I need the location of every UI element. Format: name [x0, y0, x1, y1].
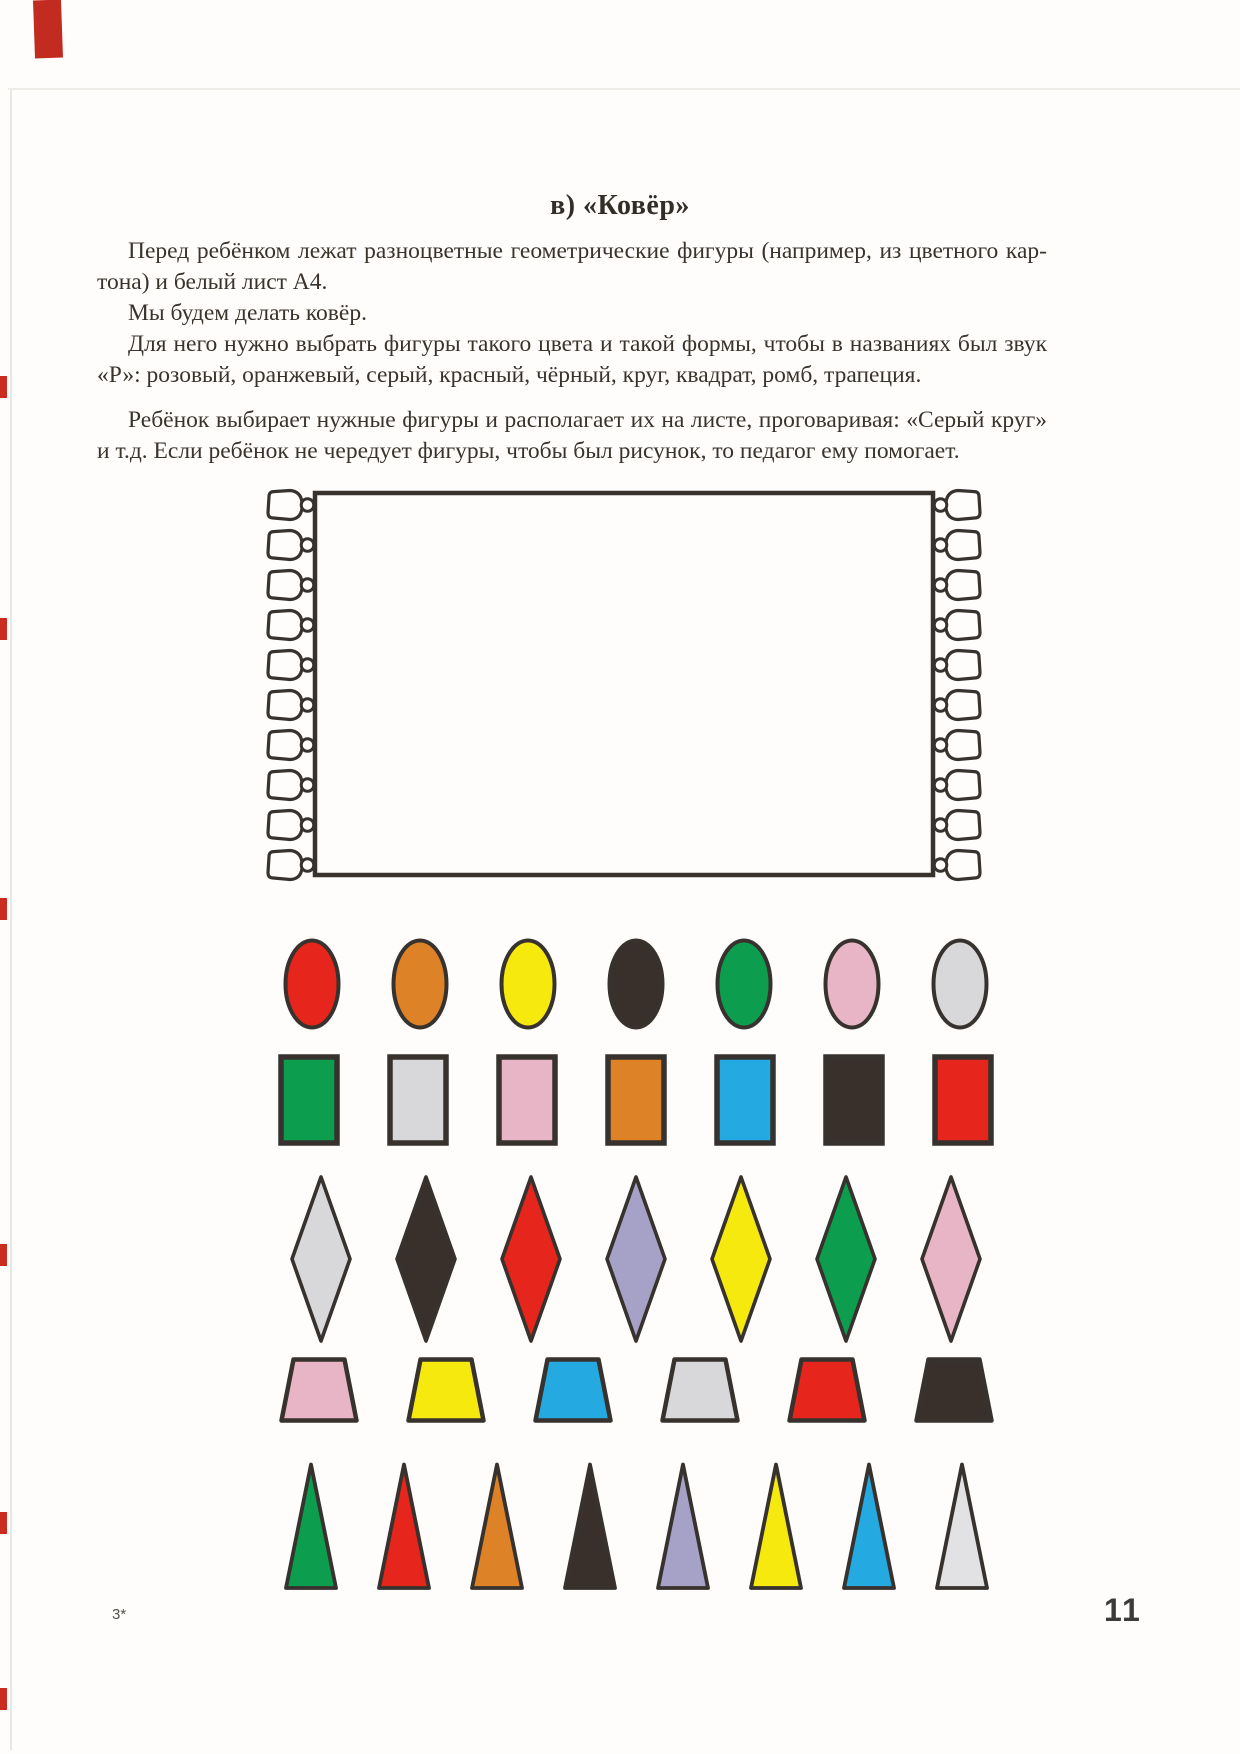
footnote: 3* [112, 1606, 127, 1623]
text-line: и т.д. Если ребёнок не чередует фигуры, чтобы был рисунок, то педагог ему помогает. [97, 438, 960, 464]
pink-rhombus [919, 1174, 983, 1344]
pink-trapezoid [279, 1357, 359, 1423]
trapezoids-row [16, 1357, 1240, 1423]
carpet-tassel-right-3 [934, 571, 980, 600]
carpet-tassel-left-7 [268, 731, 314, 760]
lavender-rhombus [604, 1174, 668, 1344]
black-rhombus [394, 1174, 458, 1344]
black-square [823, 1054, 885, 1146]
pink-circle [823, 938, 881, 1030]
blue-square [714, 1054, 776, 1146]
carpet-tassel-right-1 [934, 491, 980, 520]
yellow-trapezoid [406, 1357, 486, 1423]
scan-red-mark [0, 1688, 7, 1710]
scan-red-mark [0, 898, 7, 920]
carpet-tassel-right-5 [934, 651, 980, 680]
carpet-tassel-left-2 [268, 531, 314, 560]
scan-red-mark [0, 376, 7, 398]
carpet-tassel-right-8 [934, 771, 980, 800]
orange-triangle [469, 1461, 525, 1591]
page-title: в) «Ковёр» [550, 190, 690, 221]
red-trapezoid [787, 1357, 867, 1423]
scan-red-mark [33, 0, 63, 58]
gray-rhombus [289, 1174, 353, 1344]
instructions-text [97, 236, 1047, 467]
carpet-tassel-right-6 [934, 691, 980, 720]
paragraph-4 [97, 405, 1047, 467]
text-line: Перед ребёнком лежат разноцветные геометрические фигуры (например, из цветного кар- [128, 238, 1047, 264]
black-trapezoid [914, 1357, 994, 1423]
gray-circle [931, 938, 989, 1030]
red-circle [283, 938, 341, 1030]
gray-trapezoid [660, 1357, 740, 1423]
scan-red-mark [0, 618, 7, 640]
triangles-row [16, 1461, 1240, 1591]
yellow-rhombus [709, 1174, 773, 1344]
red-rhombus [499, 1174, 563, 1344]
scan-red-mark [0, 1512, 7, 1534]
pink-square [496, 1054, 558, 1146]
blue-triangle [841, 1461, 897, 1591]
text-line: «Р»: розовый, оранжевый, серый, красный, чёрный, круг, квадрат, ромб, трапеция. [97, 362, 922, 388]
scan-page-edge [8, 88, 1240, 90]
scan-red-mark [0, 1244, 7, 1266]
carpet-tassel-left-5 [268, 651, 314, 680]
green-circle [715, 938, 773, 1030]
text-line: Мы будем делать ковёр. [128, 300, 367, 326]
carpet-tassel-right-9 [934, 811, 980, 840]
carpet-outline [315, 493, 933, 875]
red-triangle [376, 1461, 432, 1591]
white-triangle [934, 1461, 990, 1591]
green-square [278, 1054, 340, 1146]
carpet-tassel-right-10 [934, 851, 980, 880]
lavender-triangle [655, 1461, 711, 1591]
carpet-illustration [255, 480, 995, 890]
green-triangle [283, 1461, 339, 1591]
rhombuss-row [16, 1174, 1240, 1344]
carpet-tassel-right-4 [934, 611, 980, 640]
carpet-tassel-left-8 [268, 771, 314, 800]
carpet-tassel-right-2 [934, 531, 980, 560]
text-line: Для него нужно выбрать фигуры такого цвета и такой формы, чтобы в названиях был звук [128, 331, 1047, 357]
yellow-triangle [748, 1461, 804, 1591]
paragraph-3 [97, 329, 1047, 391]
orange-square [605, 1054, 667, 1146]
carpet-tassel-left-1 [268, 491, 314, 520]
paragraph-2 [97, 298, 1047, 329]
green-rhombus [814, 1174, 878, 1344]
carpet-tassel-right-7 [934, 731, 980, 760]
carpet-tassel-left-3 [268, 571, 314, 600]
text-line: Ребёнок выбирает нужные фигуры и располагает их на листе, проговаривая: «Серый круг» [128, 407, 1047, 433]
gray-square [387, 1054, 449, 1146]
orange-circle [391, 938, 449, 1030]
circles-row [16, 938, 1240, 1030]
paragraph-1 [97, 236, 1047, 298]
yellow-circle [499, 938, 557, 1030]
carpet-tassel-left-6 [268, 691, 314, 720]
scan-page-edge [10, 90, 12, 1750]
carpet-tassel-left-9 [268, 811, 314, 840]
blue-trapezoid [533, 1357, 613, 1423]
black-triangle [562, 1461, 618, 1591]
black-circle [607, 938, 665, 1030]
red-square [932, 1054, 994, 1146]
page-number: 11 [1104, 1592, 1142, 1628]
squares-row [16, 1054, 1240, 1146]
carpet-tassel-left-10 [268, 851, 314, 880]
carpet-tassel-left-4 [268, 611, 314, 640]
text-line: тона) и белый лист А4. [97, 269, 328, 295]
